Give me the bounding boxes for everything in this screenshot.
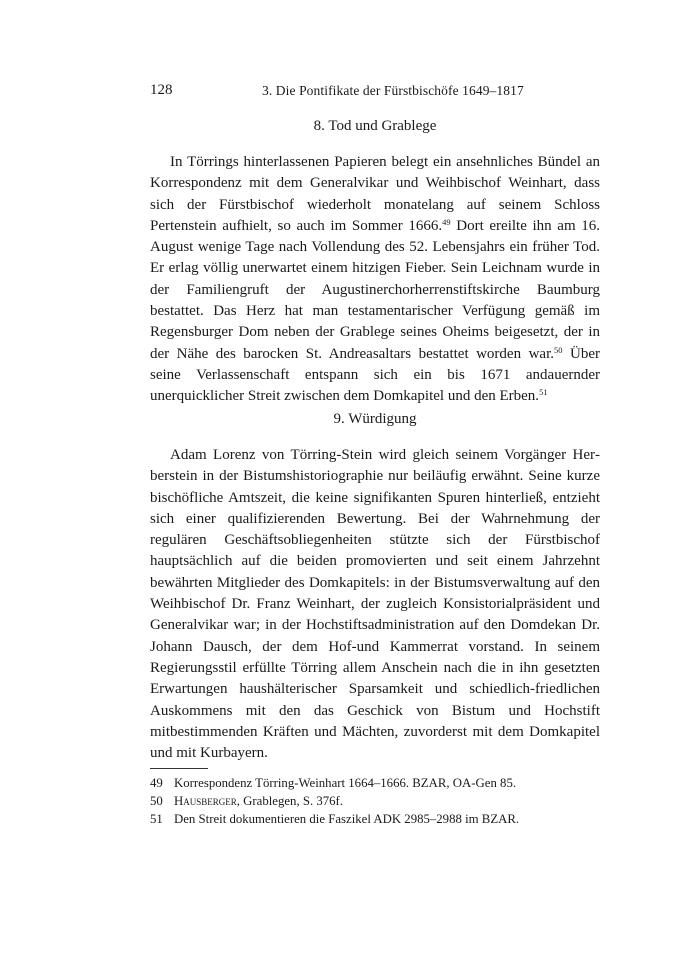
- running-title: 3. Die Pontifikate der Fürstbischöfe 1649–1817: [262, 83, 524, 98]
- section-body-tod-und-grablege: [150, 152, 600, 408]
- paragraph: Adam Lorenz von Törring-Stein wird gleich seinem Vorgänger Herberstein in der Bistumshistoriographie nur beiläufig erwähnt. Seine kurze bischöfliche Amtszeit, die keine signifikanten Spuren hinterließ, entzieht sich einer qualifizierenden Bewertung. Bei der Wahrnehmung der regulären Geschäftsobliegenheiten stützte sich der Fürstbischof hauptsächlich auf die beiden promovierten und seit einem Jahrzehnt bewährten Mitglieder des Domkapitels: in der Bistumsverwaltung auf den Weihbischof Dr. Franz Weinhart, der zugleich Konsistorialpräsident und Generalvikar war; in der Hochstiftsadministration auf den Domdekan Dr. Johann Dausch, der dem Hof-und Kammerrat vorstand. In seinem Regierungsstil erfüllte Törring allem Anschein nach die in ihn gesetzten Erwartungen haushälterischer Sparsamkeit und schiedlich-friedlichen Auskommens mit den das Geschick von Bistum und Hochstift mitbestimmenden Kräften und Mächten, zuvorderst mit dem Domkapitel und mit Kurbayern.: [150, 447, 600, 762]
- footnote-number: 51: [150, 812, 163, 826]
- section-heading-wuerdigung: 9. Würdigung: [333, 411, 417, 427]
- section-body-wuerdigung: [150, 445, 600, 764]
- footnote-reference: 49: [442, 216, 451, 227]
- page-number: 128: [150, 82, 173, 98]
- footnote-reference: 51: [539, 387, 548, 398]
- footnote-text: Den Streit dokumentieren die Faszikel ADK 2985–2988 im BZAR.: [174, 812, 520, 826]
- footnote-number: 49: [150, 776, 163, 790]
- running-header: [150, 82, 600, 104]
- paragraph-text: Über seine Verlassenschaft entspann sich ein bis 1671 andauernder unerquicklicher Streit zwischen dem Domkapitel und den Erben.: [150, 345, 600, 405]
- footnote-text: , Grablegen, S. 376f.: [236, 794, 344, 808]
- footnote-number: 50: [150, 794, 163, 808]
- footnote-separator: [150, 768, 208, 769]
- footnote: [150, 792, 600, 810]
- section-heading-tod-und-grablege: 8. Tod und Grablege: [313, 118, 437, 134]
- footnote: [150, 810, 600, 828]
- paragraph-text: Dort ereilte ihn am 16. August wenige Tage nach Vollendung des 52. Lebensjahrs ein früher Tod. Er erlag völlig unerwartet einem hitzigen Fieber. Sein Leichnam wurde in der Familiengruft der Augustinerchorherrenstiftskirche Baumburg bestattet. Das Herz hat man testamentarischer Verfügung gemäß im Regensburger Dom neben der Grablege seines Oheims beigesetzt, der in der Nähe des barocken St. Andreasaltars bestattet worden war.: [150, 217, 600, 362]
- footnotes: [150, 774, 600, 828]
- footnote: [150, 774, 600, 792]
- footnote-reference: 50: [554, 344, 563, 355]
- paragraph: [150, 152, 600, 408]
- footnote-text: Korrespondenz Törring-Weinhart 1664–1666. BZAR, OA-Gen 85.: [174, 776, 517, 790]
- footnote-author: Hausberger: [174, 794, 237, 808]
- paragraph-text: In Törrings hinterlassenen Papieren belegt ein ansehnliches Bündel an Korrespondenz mit dem Generalvikar und Weihbischof Weinhart, dass sich der Fürstbischof wiederholt monatelang auf seinem Schloss Pertenstein aufhielt, so auch im Sommer 1666.: [150, 154, 600, 234]
